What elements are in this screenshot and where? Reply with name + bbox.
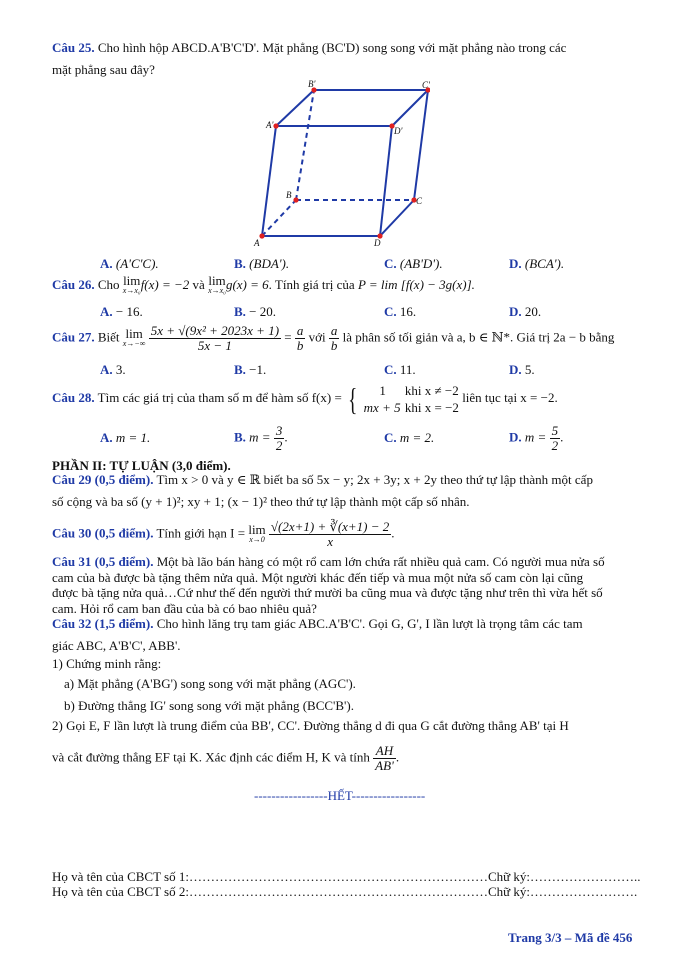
label-C: C: [416, 196, 423, 206]
label-B: B: [286, 190, 292, 200]
q25-text1: Cho hình hộp ABCD.A'B'C'D'. Mặt phẳng (BC'D) song song với mặt phẳng nào trong các: [97, 40, 567, 55]
q25-line1: [52, 40, 566, 55]
q25-option-d[interactable]: D. (BCA').: [509, 256, 565, 271]
part2-heading: PHẦN II: TỰ LUẬN (3,0 điểm).: [52, 458, 231, 473]
q32-part1b: b) Đường thẳng IG' song song với mặt phẳng (BCC'B').: [64, 698, 354, 713]
end-mark: -----------------HẾT-----------------: [254, 788, 426, 803]
q25-option-b[interactable]: B. (BDA').: [234, 256, 290, 271]
q29-line2: số cộng và ba số (y + 1)²; xy + 1; (x − 1)² theo thứ tự lập thành một cấp số nhân.: [52, 494, 470, 509]
q28-option-b[interactable]: B. m = $\frac{3}{2}$ .: [234, 423, 288, 453]
label-C1: C': [422, 80, 430, 90]
signature-line-1: Họ và tên của CBCT số 1:……………………………………………………………Chữ ký:……………………..: [52, 869, 641, 884]
q31-line4: cam. Hỏi rổ cam ban đầu của bà có bao nhiêu quả?: [52, 601, 317, 616]
q31-line3: được bà tặng nửa quả…Cứ như thế đến người thứ mười ba cũng mua và được tặng như trên thì vừa hết số: [52, 585, 603, 600]
q26-line: Câu 26. Cho lim x→x₀ f(x) = −2 và lim x→x₀ g(x) = 6. Tính giá trị của P = lim [f(x) − 3g(x)].: [52, 273, 475, 295]
q27-option-d[interactable]: D. 5.: [509, 362, 535, 377]
q26-option-b[interactable]: B. − 20.: [234, 304, 277, 319]
label-A: A: [254, 238, 260, 248]
label-D: D: [374, 238, 381, 248]
q25-text2: mặt phẳng sau đây?: [52, 62, 155, 77]
q29-line1: Câu 29 (0,5 điểm). Tìm x > 0 và y ∈ ℝ biết ba số 5x − y; 2x + 3y; x + 2y theo thứ tự lập thành một cấp: [52, 472, 593, 487]
q28-option-c[interactable]: C. m = 2.: [384, 430, 435, 445]
q27-option-c[interactable]: C. 11.: [384, 362, 416, 377]
label-A1: A': [266, 120, 274, 130]
q27-line: Câu 27. Biết lim x→−∞ $\frac{\text{5x + √(9x² + 2023x + 1)}}{5x - 1}$ = $\frac{a}{b}$ với $\frac{a}{b}$ là phân số tối giản và a, b ∈ ℕ*. Giá trị 2a − b bằng: [52, 323, 615, 353]
q32-line1: Câu 32 (1,5 điểm). Cho hình lăng trụ tam giác ABC.A'B'C'. Gọi G, G', I lần lượt là trọng tâm các tam: [52, 616, 583, 631]
q31-line2: cam của bà được bà tặng thêm nửa quả. Một người khác đến tiếp và mua một nửa số cam còn lại cũng: [52, 570, 584, 585]
q26-option-a[interactable]: A. − 16.: [100, 304, 143, 319]
parallelepiped-figure: [250, 78, 430, 248]
q25-label: Câu 25.: [52, 40, 95, 55]
q32-line2: giác ABC, A'B'C', ABB'.: [52, 638, 181, 653]
page-footer: Trang 3/3 – Mã đề 456: [508, 930, 633, 945]
label-D1: D': [394, 126, 403, 136]
q28-line: Câu 28. Tìm các giá trị của tham số m để hàm số f(x) = { 1 khi x ≠ −2 mx + 5 khi x = −2 liên tục tại x = −2.: [52, 381, 558, 417]
q27-option-a[interactable]: A. 3.: [100, 362, 126, 377]
q32-part2b: và cắt đường thẳng EF tại K. Xác định các điểm H, K và tính $\frac{AH}{AB'}$ .: [52, 743, 400, 773]
q26-option-d[interactable]: D. 20.: [509, 304, 542, 319]
signature-line-2: Họ và tên của CBCT số 2:……………………………………………………………Chữ ký:…………………….: [52, 884, 638, 899]
q27-option-b[interactable]: B. −1.: [234, 362, 267, 377]
q31-line1: Câu 31 (0,5 điểm). Một bà lão bán hàng có một rổ cam lớn chứa rất nhiều quả cam. Có người mua nửa số: [52, 554, 605, 569]
q32-part1: 1) Chứng minh rằng:: [52, 656, 162, 671]
label-B1: B': [308, 79, 316, 89]
q28-option-d[interactable]: D. m = $\frac{5}{2}$ .: [509, 423, 564, 453]
q26-option-c[interactable]: C. 16.: [384, 304, 417, 319]
q32-part2: 2) Gọi E, F lần lượt là trung điểm của BB', CC'. Đường thẳng d đi qua G cắt đường thẳng AB' tại H: [52, 718, 569, 733]
q32-part1a: a) Mặt phẳng (A'BG') song song với mặt phẳng (AGC').: [64, 676, 356, 691]
q25-option-c[interactable]: C. (AB'D').: [384, 256, 443, 271]
q30-line: Câu 30 (0,5 điểm). Tính giới hạn I = lim x→0 $\frac{√(2x+1) + ∛(x+1) - 2}{x}$ .: [52, 519, 395, 549]
q25-option-a[interactable]: A. (A'C'C).: [100, 256, 159, 271]
q28-option-a[interactable]: A. m = 1.: [100, 430, 151, 445]
